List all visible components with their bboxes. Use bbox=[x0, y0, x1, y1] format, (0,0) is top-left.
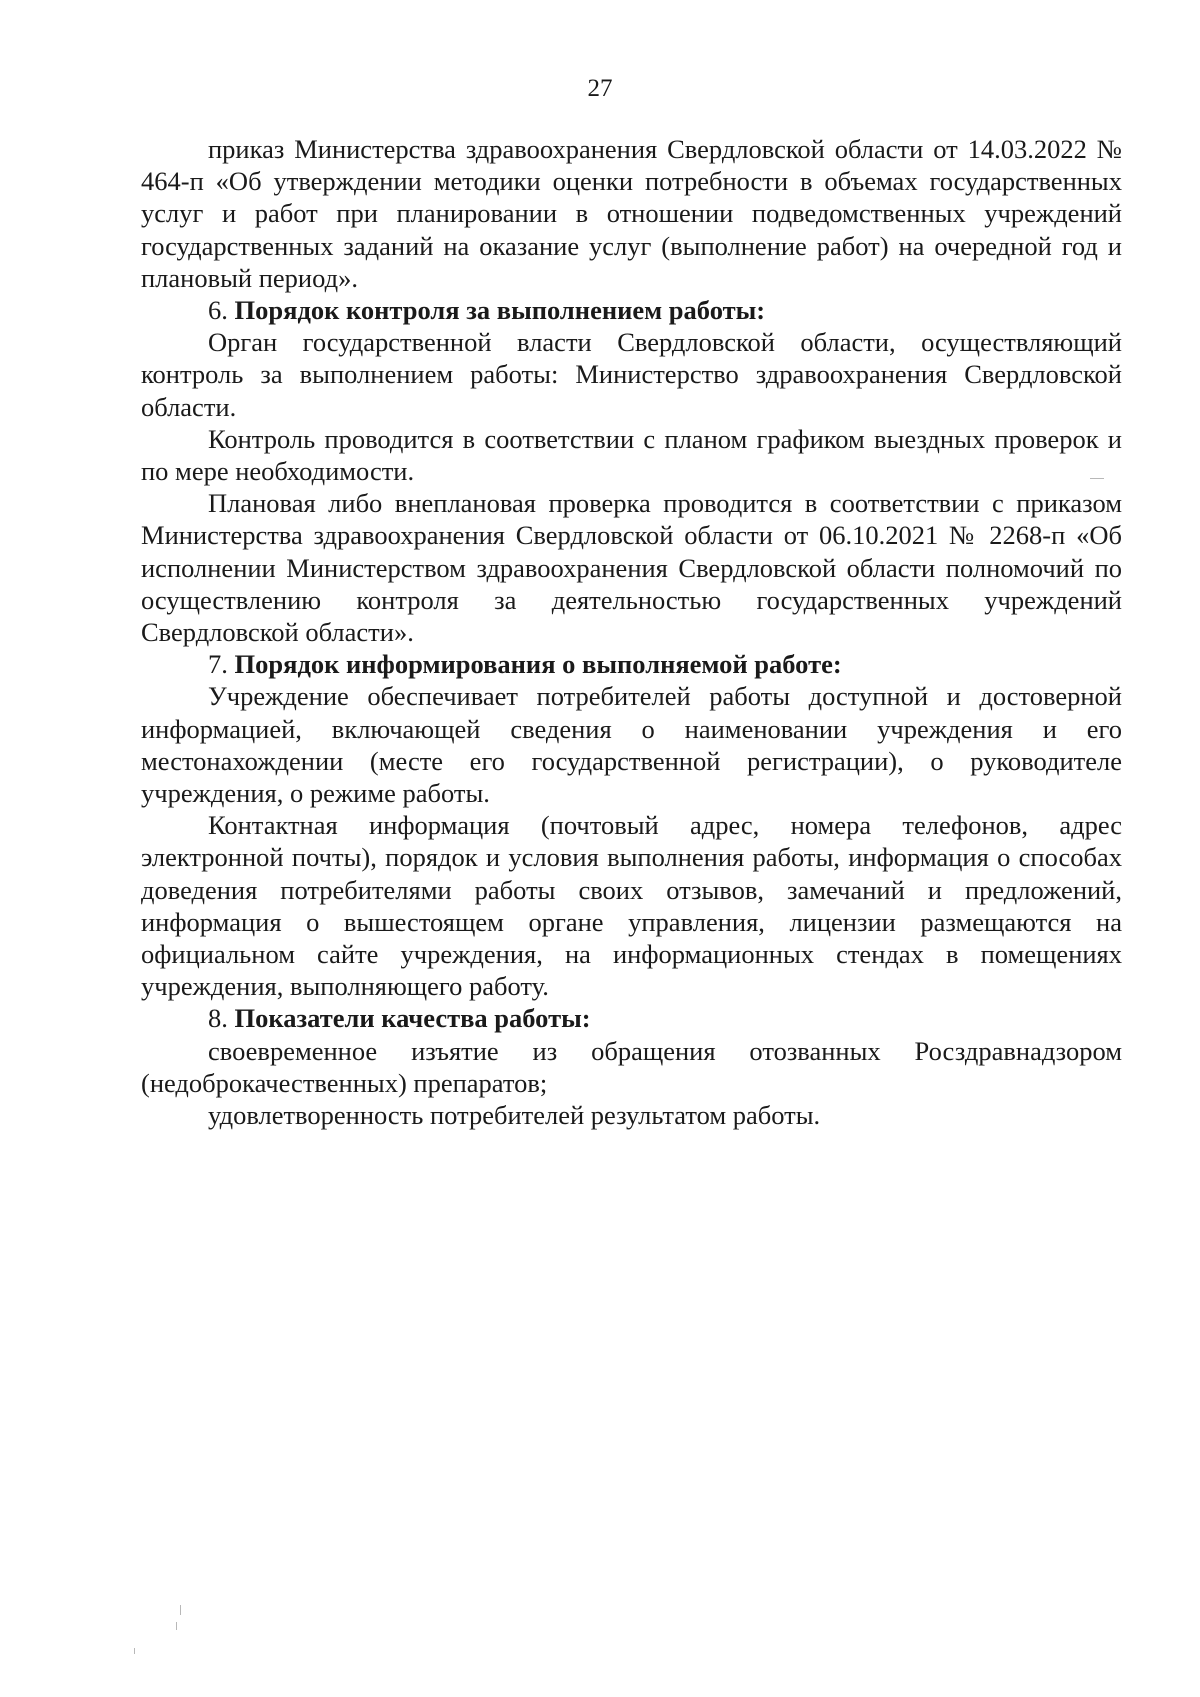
section-heading-7 bbox=[141, 648, 1122, 680]
section-number: 7. bbox=[208, 649, 228, 680]
scan-artifact bbox=[180, 1605, 181, 1615]
document-body bbox=[141, 133, 1122, 1131]
paragraph-information-provision: Учреждение обеспечивает потребителей работы доступной и достоверной информацией, включающей сведения о наименовании учреждения и его местонахождении (месте его государственной регистрации), о руководителе учреждения, о режиме работы. bbox=[141, 681, 1122, 809]
paragraph-inspection-order: Плановая либо внеплановая проверка проводится в соответствии с приказом Министерства здравоохранения Свердловской области от 06.10.2021 № 2268-п «Об исполнении Министерством здравоохранения Свердловской области полномочий по осуществлению контроля за деятельностью государственных учреждений Свердловской области». bbox=[141, 488, 1122, 648]
paragraph-contact-information: Контактная информация (почтовый адрес, номера телефонов, адрес электронной почты), порядок и условия выполнения работы, информация о способах доведения потребителями работы своих отзывов, замечаний и предложений, информация о вышестоящем органе управления, лицензии размещаются на официальном сайте учреждения, на информационных стендах в помещениях учреждения, выполняющего работу. bbox=[141, 810, 1122, 1002]
paragraph-order-reference: приказ Министерства здравоохранения Свердловской области от 14.03.2022 № 464-п «Об утверждении методики оценки потребности в объемах государственных услуг и работ при планировании в отношении подведомственных учреждений государственных заданий на оказание услуг (выполнение работ) на очередной год и плановый период». bbox=[141, 134, 1122, 293]
scan-artifact bbox=[134, 1648, 135, 1654]
section-number: 8. bbox=[208, 1003, 228, 1034]
paragraph-quality-indicator-1: своевременное изъятие из обращения отозванных Росздравнадзором (недоброкачественных) препаратов; bbox=[141, 1035, 1122, 1098]
paragraph-control-authority: Орган государственной власти Свердловской области, осуществляющий контроль за выполнением работы: Министерство здравоохранения Свердловской области. bbox=[141, 327, 1122, 422]
section-heading-8 bbox=[141, 1002, 1122, 1034]
scan-artifact bbox=[176, 1622, 177, 1630]
section-number: 6. bbox=[208, 295, 228, 326]
section-title: Показатели качества работы: bbox=[234, 1003, 591, 1034]
section-heading-6 bbox=[141, 294, 1122, 326]
paragraph-control-schedule: Контроль проводится в соответствии с планом графиком выездных проверок и по мере необходимости. bbox=[141, 423, 1122, 487]
scan-artifact bbox=[1090, 478, 1104, 479]
section-title: Порядок информирования о выполняемой работе: bbox=[234, 649, 842, 680]
paragraph-quality-indicator-2: удовлетворенность потребителей результатом работы. bbox=[208, 1100, 821, 1131]
page-number: 27 bbox=[587, 75, 613, 102]
section-title: Порядок контроля за выполнением работы: bbox=[234, 295, 766, 326]
